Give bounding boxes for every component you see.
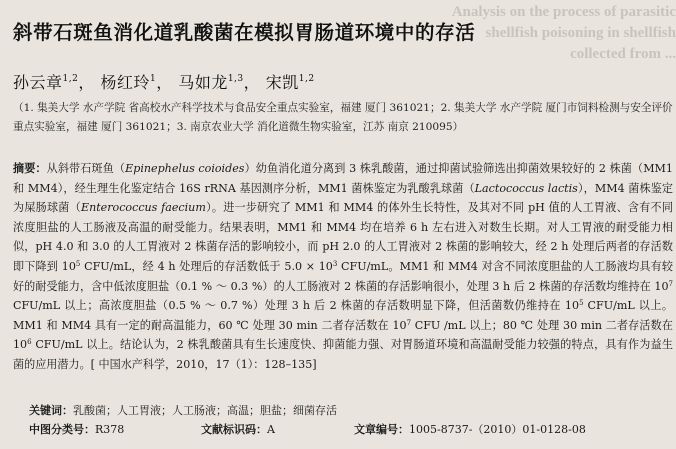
- author-separator: ，: [243, 73, 261, 92]
- author-name: 杨红玲: [100, 73, 150, 92]
- abstract-text: CFU/mL。MM1 和 MM4 对含不同浓度胆盐的人工肠液均具有较好的耐受能力，含中低浓度胆盐（0.1 % ～ 0.3 %）的人工肠液对 2 株菌的存活影响很小，处理 3 h 后 2 株菌的存活数均维持在 10: [13, 259, 673, 293]
- author-list: [13, 70, 315, 93]
- abstract-text: CFU /mL 以上；80 ℃ 处理 30 min 二者存活数在 10: [13, 318, 673, 352]
- clc-label: 中图分类号：: [29, 423, 95, 436]
- author-name: 孙云章: [13, 73, 63, 92]
- article-title: 斜带石斑鱼消化道乳酸菌在模拟胃肠道环境中的存活: [13, 21, 476, 44]
- abstract-text: CFU/mL 以上；高浓度胆盐（0.5 % ～ 0.7 %）处理 3 h 后 2 株菌的存活数明显下降，但活菌数仍维持在 10: [13, 299, 580, 313]
- abstract-text: 从斜带石斑鱼（: [46, 162, 126, 175]
- exponent: 3: [332, 259, 338, 268]
- affiliation-note: （1. 集美大学 水产学院 省高校水产科学技术与食品安全重点实验室，福建 厦门 361021；2. 集美大学 水产学院 厦门市饲料检测与安全评价重点实验室，福建 厦门 361021；3. 南京农业大学 消化道微生物实验室，江苏 南京 210095）: [13, 102, 673, 133]
- keywords-label: 关键词：: [29, 404, 73, 417]
- species-name: Epinephelus coioides: [125, 162, 245, 175]
- clc-number: [29, 421, 124, 437]
- bleed-line-1: Analysis on the process of parasitic: [451, 4, 676, 20]
- abstract: [13, 159, 673, 375]
- abstract-text: ）。进一步研究了 MM1 和 MM4 的体外生长特性，及其对不同 pH 值的人工胃液、含有不同浓度胆盐的人工肠液及高温的耐受能力。结果表明，MM1 和 MM4 均在培养 6 h 左右进入对数生长期。对人工胃液的耐受能力相似，pH 4.0 和 3.0 的人工胃液对 2 株菌存活的影响较小，而 pH 2.0 的人工胃液对 2 株菌的影响较大，经 2 h 处理后两者的存活数即下降到 10: [13, 201, 673, 273]
- author-affiliation-mark: 1,2: [62, 74, 79, 84]
- author-name: 马如龙: [178, 73, 228, 92]
- article-number-label: 文章编号：: [354, 423, 409, 436]
- author-separator: ，: [78, 73, 95, 92]
- keywords-value: 乳酸菌；人工胃液；人工肠液；高温；胆盐；细菌存活: [73, 404, 337, 417]
- bleed-line-2: shellfish poisoning in shellfish: [485, 25, 676, 41]
- abstract-text: ），MM4 菌株鉴定为屎肠球菌（: [13, 181, 673, 215]
- abstract-text: ）幼鱼消化道分离到 3 株乳酸菌，通过抑菌试验筛选出抑菌效果较好的 2 株菌（MM1 和 MM4），经生理生化鉴定结合 16S rRNA 基因测序分析，MM1 菌株鉴定为乳酸乳球菌（: [13, 162, 673, 195]
- exponent: 6: [27, 338, 32, 347]
- article-number-value: 1005-8737-（2010）01-0128-08: [409, 423, 586, 436]
- clc-value: R378: [95, 423, 125, 436]
- author-affiliation-mark: 1,3: [227, 74, 244, 84]
- author-name: 宋凯: [265, 73, 299, 92]
- abstract-text: CFU/mL，经 4 h 处理后的存活数低于 5.0 × 10: [80, 259, 333, 273]
- keywords: [29, 402, 337, 418]
- species-name: Lactococcus lactis: [474, 181, 578, 195]
- abstract-text: CFU/mL 以上。结论认为，2 株乳酸菌具有生长速度快、抑菌能力强、对胃肠道环境和高温耐受能力较强的特点，具有作为益生菌的应用潜力。[ 中国水产科学，2010，17（1）：128–135]: [13, 338, 673, 371]
- document-code: [201, 421, 275, 437]
- author-affiliation-mark: 1: [149, 74, 157, 84]
- author-affiliation-mark: 1,2: [298, 74, 315, 84]
- document-code-value: A: [267, 423, 275, 436]
- author-separator: ，: [156, 73, 173, 92]
- document-code-label: 文献标识码：: [201, 423, 267, 436]
- abstract-text: CFU/mL 以上。MM1 和 MM4 具有一定的耐高温能力，60 ℃ 处理 30 min 二者存活数在 10: [13, 299, 674, 332]
- species-name: Enterococcus faecium: [80, 201, 206, 215]
- exponent: 7: [406, 318, 412, 327]
- exponent: 5: [75, 259, 81, 268]
- abstract-label: 摘要：: [13, 162, 47, 175]
- exponent: 7: [668, 279, 673, 288]
- bleed-line-3: collected from ...: [570, 46, 676, 62]
- exponent: 5: [579, 299, 584, 308]
- article-number: [354, 421, 586, 437]
